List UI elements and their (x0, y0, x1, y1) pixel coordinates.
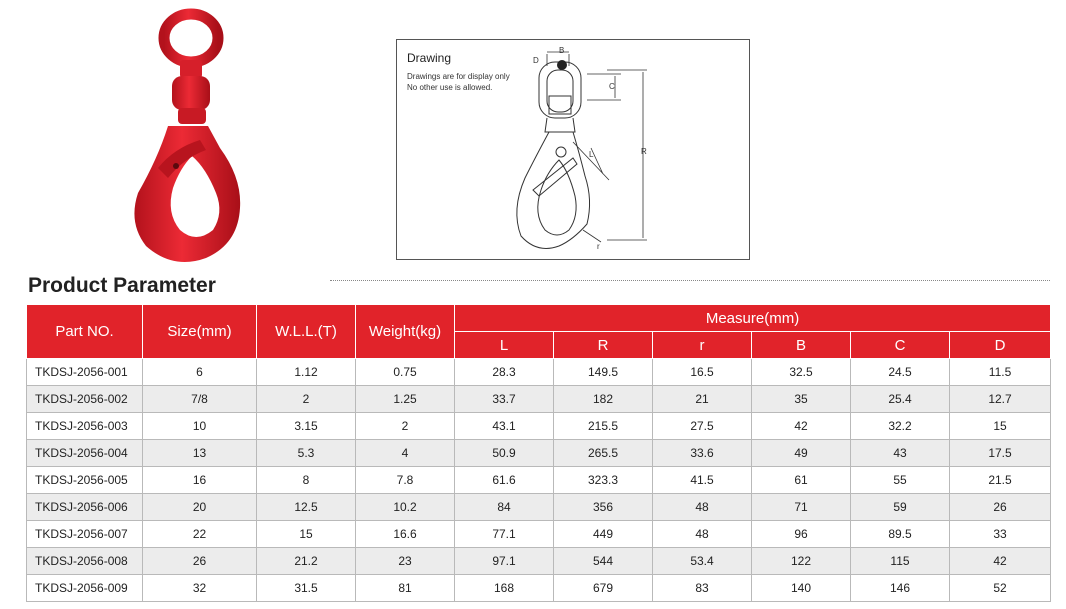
dotted-divider (330, 280, 1050, 281)
cell-c: 59 (851, 494, 950, 521)
header-d: D (950, 332, 1051, 359)
cell-b: 140 (752, 575, 851, 602)
cell-b: 49 (752, 440, 851, 467)
cell-weight: 16.6 (356, 521, 455, 548)
cell-weight: 81 (356, 575, 455, 602)
header-r-lower: r (653, 332, 752, 359)
cell-r-upper: 544 (554, 548, 653, 575)
cell-part-no: TKDSJ-2056-002 (27, 386, 143, 413)
table-body (27, 359, 1051, 602)
table-row (27, 386, 1051, 413)
cell-c: 89.5 (851, 521, 950, 548)
cell-wll: 31.5 (257, 575, 356, 602)
table-row (27, 575, 1051, 602)
cell-part-no: TKDSJ-2056-009 (27, 575, 143, 602)
cell-wll: 2 (257, 386, 356, 413)
cell-part-no: TKDSJ-2056-001 (27, 359, 143, 386)
cell-size: 22 (143, 521, 257, 548)
cell-r-lower: 53.4 (653, 548, 752, 575)
cell-size: 6 (143, 359, 257, 386)
table-row (27, 494, 1051, 521)
header-l: L (455, 332, 554, 359)
cell-wll: 5.3 (257, 440, 356, 467)
cell-part-no: TKDSJ-2056-003 (27, 413, 143, 440)
drawing-note-line-1: Drawings are for display only (407, 72, 510, 81)
cell-l: 84 (455, 494, 554, 521)
table-row (27, 548, 1051, 575)
cell-l: 61.6 (455, 467, 554, 494)
drawing-panel (396, 39, 750, 260)
cell-r-lower: 16.5 (653, 359, 752, 386)
header-b: B (752, 332, 851, 359)
cell-c: 115 (851, 548, 950, 575)
cell-d: 26 (950, 494, 1051, 521)
header-measure: Measure(mm) (455, 305, 1051, 332)
cell-part-no: TKDSJ-2056-004 (27, 440, 143, 467)
cell-c: 43 (851, 440, 950, 467)
header-weight: Weight(kg) (356, 305, 455, 359)
cell-d: 42 (950, 548, 1051, 575)
header-wll: W.L.L.(T) (257, 305, 356, 359)
hook-line-drawing (397, 40, 749, 259)
cell-part-no: TKDSJ-2056-005 (27, 467, 143, 494)
section-title: Product Parameter (28, 274, 216, 297)
table-row (27, 467, 1051, 494)
cell-b: 32.5 (752, 359, 851, 386)
cell-r-upper: 149.5 (554, 359, 653, 386)
cell-b: 42 (752, 413, 851, 440)
dim-label-b: B (559, 46, 565, 55)
cell-wll: 3.15 (257, 413, 356, 440)
cell-l: 43.1 (455, 413, 554, 440)
cell-weight: 4 (356, 440, 455, 467)
header-c: C (851, 332, 950, 359)
cell-weight: 23 (356, 548, 455, 575)
cell-weight: 7.8 (356, 467, 455, 494)
cell-l: 28.3 (455, 359, 554, 386)
cell-r-lower: 21 (653, 386, 752, 413)
cell-wll: 1.12 (257, 359, 356, 386)
cell-weight: 1.25 (356, 386, 455, 413)
cell-part-no: TKDSJ-2056-006 (27, 494, 143, 521)
cell-r-lower: 27.5 (653, 413, 752, 440)
header-size: Size(mm) (143, 305, 257, 359)
drawing-title: Drawing (407, 51, 452, 65)
cell-l: 50.9 (455, 440, 554, 467)
cell-l: 97.1 (455, 548, 554, 575)
cell-l: 168 (455, 575, 554, 602)
table-row (27, 413, 1051, 440)
cell-r-lower: 48 (653, 521, 752, 548)
cell-r-lower: 48 (653, 494, 752, 521)
cell-r-upper: 265.5 (554, 440, 653, 467)
cell-part-no: TKDSJ-2056-007 (27, 521, 143, 548)
cell-d: 11.5 (950, 359, 1051, 386)
cell-b: 35 (752, 386, 851, 413)
cell-r-upper: 679 (554, 575, 653, 602)
cell-l: 33.7 (455, 386, 554, 413)
cell-r-lower: 83 (653, 575, 752, 602)
cell-part-no: TKDSJ-2056-008 (27, 548, 143, 575)
cell-size: 32 (143, 575, 257, 602)
cell-wll: 8 (257, 467, 356, 494)
cell-d: 15 (950, 413, 1051, 440)
cell-d: 52 (950, 575, 1051, 602)
cell-size: 26 (143, 548, 257, 575)
cell-weight: 10.2 (356, 494, 455, 521)
table-row (27, 440, 1051, 467)
dim-label-d: D (533, 56, 539, 65)
cell-r-lower: 33.6 (653, 440, 752, 467)
cell-b: 61 (752, 467, 851, 494)
cell-c: 25.4 (851, 386, 950, 413)
cell-c: 24.5 (851, 359, 950, 386)
dim-label-r-lower: r (597, 242, 600, 251)
cell-d: 17.5 (950, 440, 1051, 467)
cell-r-upper: 449 (554, 521, 653, 548)
drawing-note-line-2: No other use is allowed. (407, 83, 493, 92)
cell-c: 55 (851, 467, 950, 494)
hook-product-image (128, 8, 258, 270)
cell-b: 71 (752, 494, 851, 521)
cell-d: 21.5 (950, 467, 1051, 494)
header-r-upper: R (554, 332, 653, 359)
cell-size: 20 (143, 494, 257, 521)
product-parameter-table (26, 304, 1051, 602)
cell-r-upper: 215.5 (554, 413, 653, 440)
cell-weight: 0.75 (356, 359, 455, 386)
table-row (27, 521, 1051, 548)
cell-r-upper: 323.3 (554, 467, 653, 494)
cell-size: 7/8 (143, 386, 257, 413)
dim-label-c: C (609, 82, 615, 91)
cell-wll: 15 (257, 521, 356, 548)
cell-b: 96 (752, 521, 851, 548)
cell-r-upper: 182 (554, 386, 653, 413)
cell-wll: 21.2 (257, 548, 356, 575)
cell-r-upper: 356 (554, 494, 653, 521)
dim-label-l: L (589, 150, 594, 159)
cell-d: 12.7 (950, 386, 1051, 413)
cell-r-lower: 41.5 (653, 467, 752, 494)
table-row (27, 359, 1051, 386)
cell-d: 33 (950, 521, 1051, 548)
header-part-no: Part NO. (27, 305, 143, 359)
cell-c: 32.2 (851, 413, 950, 440)
cell-wll: 12.5 (257, 494, 356, 521)
cell-size: 16 (143, 467, 257, 494)
cell-l: 77.1 (455, 521, 554, 548)
cell-c: 146 (851, 575, 950, 602)
cell-size: 13 (143, 440, 257, 467)
cell-weight: 2 (356, 413, 455, 440)
dim-label-r-upper: R (641, 147, 647, 156)
cell-size: 10 (143, 413, 257, 440)
cell-b: 122 (752, 548, 851, 575)
